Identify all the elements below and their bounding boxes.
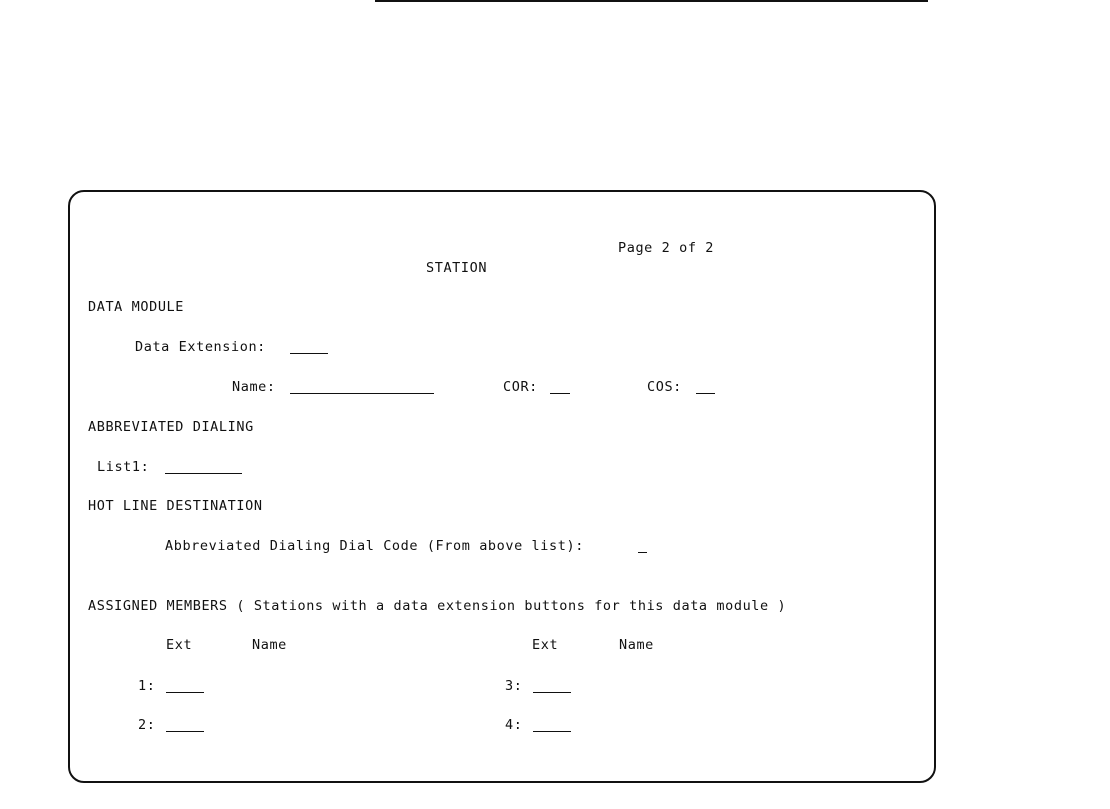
- section-heading-abbreviated-dialing: ABBREVIATED DIALING: [88, 419, 254, 435]
- member-ext-field-2[interactable]: [166, 731, 204, 732]
- data-extension-label: Data Extension:: [135, 339, 266, 355]
- name-label: Name:: [232, 379, 276, 395]
- member-number-1: 1:: [138, 678, 156, 694]
- cor-label: COR:: [503, 379, 538, 395]
- cor-field[interactable]: [550, 393, 570, 394]
- list1-field[interactable]: [165, 473, 242, 474]
- member-ext-field-4[interactable]: [533, 731, 571, 732]
- page-indicator: Page 2 of 2: [618, 240, 715, 256]
- cos-label: COS:: [647, 379, 682, 395]
- member-number-2: 2:: [138, 717, 156, 733]
- top-rule: [375, 0, 928, 2]
- col-ext-header-left: Ext: [166, 637, 193, 653]
- cos-field[interactable]: [696, 393, 715, 394]
- dial-code-field[interactable]: [638, 552, 647, 553]
- col-ext-header-right: Ext: [532, 637, 559, 653]
- form-title: STATION: [426, 260, 488, 276]
- section-heading-data-module: DATA MODULE: [88, 299, 185, 315]
- col-name-header-right: Name: [619, 637, 654, 653]
- member-number-4: 4:: [505, 717, 523, 733]
- col-name-header-left: Name: [252, 637, 287, 653]
- section-heading-hot-line-destination: HOT LINE DESTINATION: [88, 498, 263, 514]
- list1-label: List1:: [97, 459, 150, 475]
- data-extension-field[interactable]: [290, 353, 328, 354]
- terminal-screen-frame: [68, 190, 936, 783]
- dial-code-label: Abbreviated Dialing Dial Code (From above list):: [165, 538, 584, 554]
- member-ext-field-1[interactable]: [166, 692, 204, 693]
- member-ext-field-3[interactable]: [533, 692, 571, 693]
- section-heading-assigned-members: ASSIGNED MEMBERS ( Stations with a data extension buttons for this data module ): [88, 598, 787, 614]
- member-number-3: 3:: [505, 678, 523, 694]
- name-field[interactable]: [290, 393, 434, 394]
